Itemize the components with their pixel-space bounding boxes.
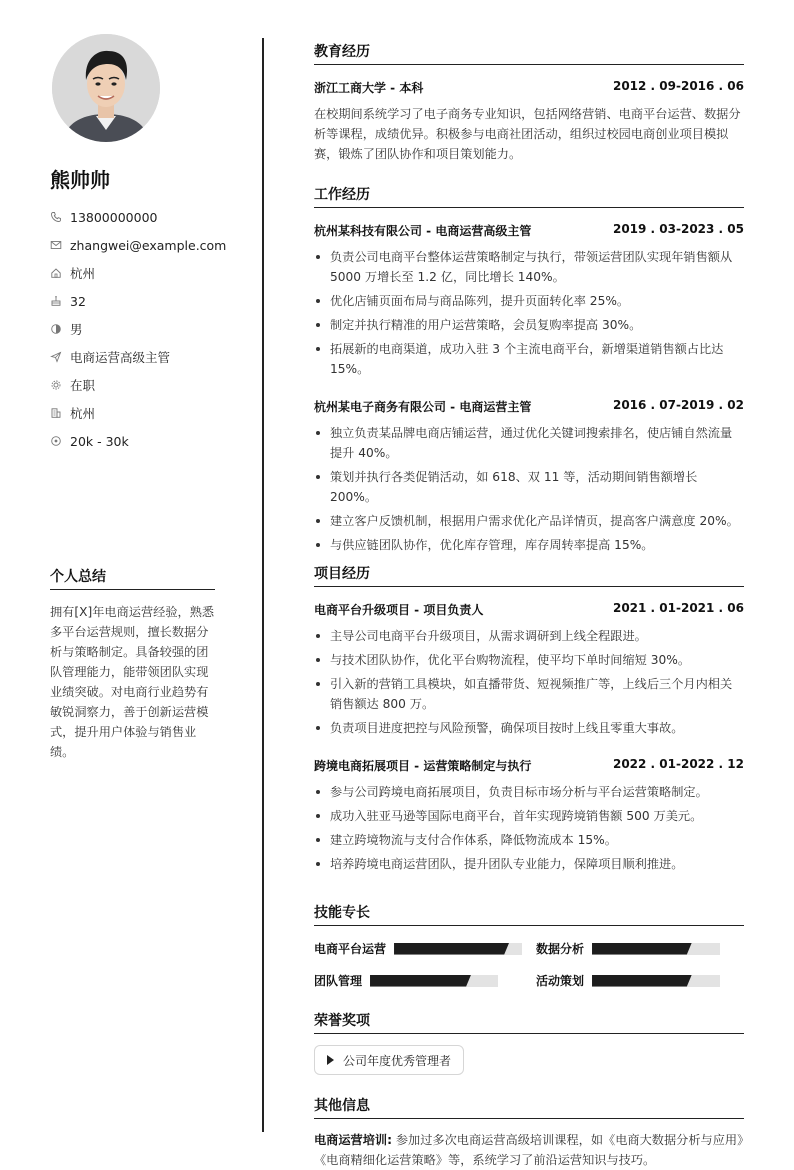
project-2-head (314, 757, 744, 774)
gear-icon (50, 379, 62, 391)
list-item: 独立负责某品牌电商店铺运营，通过优化关键词搜索排名，使店铺自然流量提升 40%。 (314, 423, 744, 463)
education-period: 2012 . 09-2016 . 06 (612, 79, 744, 93)
home-icon (50, 267, 62, 279)
education-text: 在校期间系统学习了电子商务专业知识，包括网络营销、电商平台运营、数据分析等课程，成绩优异。积极参与电商社团活动，组织过校园电商创业项目模拟赛，锻炼了团队协作和项目策划能力。 (314, 107, 741, 161)
skill-4 (536, 972, 720, 989)
project-1-items (314, 626, 744, 742)
job-1-period: 2019 . 03-2023 . 05 (612, 222, 744, 236)
list-item: 负责公司电商平台整体运营策略制定与执行，带领运营团队实现年销售额从 5000 万增长至 1.2 亿，同比增长 140%。 (314, 247, 744, 287)
coin-icon (50, 435, 62, 447)
profile-name: 熊帅帅 (50, 168, 110, 192)
skill-1-name: 电商平台运营 (314, 942, 387, 956)
salary-text: 20k - 30k (70, 433, 129, 449)
skills-title: 技能专长 (314, 902, 744, 926)
play-triangle-icon (327, 1055, 334, 1065)
phone-icon (50, 211, 62, 223)
position-row (50, 343, 226, 371)
list-item: 与技术团队协作，优化平台购物流程，使平均下单时间缩短 30%。 (314, 650, 744, 670)
job-2-head (314, 398, 744, 415)
other-text: 参加过多次电商运营高级培训课程，如《电商大数据分析与应用》《电商精细化运营策略》等，系统学习了前沿运营知识与技巧。 (314, 1133, 750, 1167)
project-2-title: 跨境电商拓展项目 - 运营策略制定与执行 (314, 759, 532, 773)
job-2-title: 杭州某电子商务有限公司 - 电商运营主管 (314, 400, 532, 414)
education-title: 教育经历 (314, 41, 744, 65)
phone-text: 13800000000 (70, 209, 158, 225)
job-1-items (314, 247, 744, 383)
skill-2-bar (592, 943, 720, 955)
list-item: 建立跨境物流与支付合作体系，降低物流成本 15%。 (314, 830, 744, 850)
status-row (50, 371, 226, 399)
education-school: 浙江工商大学 - 本科 (314, 81, 424, 95)
summary-title: 个人总结 (50, 566, 215, 590)
mail-icon (50, 239, 62, 251)
list-item: 与供应链团队协作，优化库存管理，库存周转率提高 15%。 (314, 535, 744, 555)
summary-text: 拥有[X]年电商运营经验，熟悉多平台运营规则，擅长数据分析与策略制定。具备较强的团队管理能力，能带领团队实现业绩突破。对电商行业趋势有敏锐洞察力，善于创新运营模式，提升用户体验与销售业绩。 (50, 605, 215, 759)
email-text: zhangwei@example.com (70, 237, 227, 253)
list-item: 建立客户反馈机制，根据用户需求优化产品详情页，提高客户满意度 20%。 (314, 511, 744, 531)
send-icon (50, 351, 62, 363)
left-column (0, 0, 262, 1170)
list-item: 引入新的营销工具模块，如直播带货、短视频推广等，上线后三个月内相关销售额达 800 万。 (314, 674, 744, 714)
skill-2-name: 数据分析 (536, 942, 585, 956)
age-row (50, 287, 226, 315)
job-2-items (314, 423, 744, 559)
list-item: 参与公司跨境电商拓展项目，负责目标市场分析与平台运营策略制定。 (314, 782, 744, 802)
project-1-title: 电商平台升级项目 - 项目负责人 (314, 603, 484, 617)
project-1-period: 2021 . 01-2021 . 06 (612, 601, 744, 615)
list-item: 拓展新的电商渠道，成功入驻 3 个主流电商平台，新增渠道销售额占比达 15%。 (314, 339, 744, 379)
skill-1-bar (394, 943, 522, 955)
other-title: 其他信息 (314, 1095, 744, 1119)
list-item: 负责项目进度把控与风险预警，确保项目按时上线且零重大事故。 (314, 718, 744, 738)
honors-title: 荣誉奖项 (314, 1010, 744, 1034)
phone-row (50, 203, 226, 231)
skill-2-fill (592, 943, 692, 955)
list-item: 优化店铺页面布局与商品陈列，提升页面转化率 25%。 (314, 291, 744, 311)
list-item: 策划并执行各类促销活动，如 618、双 11 等，活动期间销售额增长 200%。 (314, 467, 744, 507)
skill-3 (314, 972, 498, 989)
cake-icon (50, 295, 62, 307)
skill-1-fill (394, 943, 509, 955)
list-item: 主导公司电商平台升级项目，从需求调研到上线全程跟进。 (314, 626, 744, 646)
city-text: 杭州 (70, 406, 96, 421)
job-2-period: 2016 . 07-2019 . 02 (612, 398, 744, 412)
list-item: 培养跨境电商运营团队，提升团队专业能力，保障项目顺利推进。 (314, 854, 744, 874)
location-row (50, 259, 226, 287)
city-row (50, 399, 226, 427)
project-2-period: 2022 . 01-2022 . 12 (612, 757, 744, 771)
status-text: 在职 (70, 378, 96, 393)
skill-2 (536, 940, 720, 957)
skill-1 (314, 940, 522, 957)
project-1-head (314, 601, 744, 618)
other-info (314, 1130, 754, 1170)
education-entry-head (314, 79, 744, 96)
skill-4-bar (592, 975, 720, 987)
location-text: 杭州 (70, 266, 96, 281)
avatar (52, 34, 160, 142)
column-divider (262, 38, 264, 1132)
projects-title: 项目经历 (314, 563, 744, 587)
skill-4-fill (592, 975, 692, 987)
list-item: 成功入驻亚马逊等国际电商平台，首年实现跨境销售额 500 万美元。 (314, 806, 744, 826)
gender-icon (50, 323, 62, 335)
contact-info-list (50, 203, 226, 455)
other-label: 电商运营培训: (314, 1133, 392, 1147)
skill-3-name: 团队管理 (314, 974, 363, 988)
skill-4-name: 活动策划 (536, 974, 585, 988)
job-1-title: 杭州某科技有限公司 - 电商运营高级主管 (314, 224, 532, 238)
age-text: 32 (70, 293, 86, 309)
project-2-items (314, 782, 744, 878)
salary-row (50, 427, 226, 455)
skill-3-fill (370, 975, 471, 987)
job-1-head (314, 222, 744, 239)
award-badge (314, 1045, 464, 1075)
gender-row (50, 315, 226, 343)
list-item: 制定并执行精准的用户运营策略，会员复购率提高 30%。 (314, 315, 744, 335)
position-text: 电商运营高级主管 (70, 350, 171, 365)
work-title: 工作经历 (314, 184, 744, 208)
award-text: 公司年度优秀管理者 (343, 1053, 452, 1068)
email-row (50, 231, 226, 259)
gender-text: 男 (70, 322, 83, 337)
skill-3-bar (370, 975, 498, 987)
building-icon (50, 407, 62, 419)
